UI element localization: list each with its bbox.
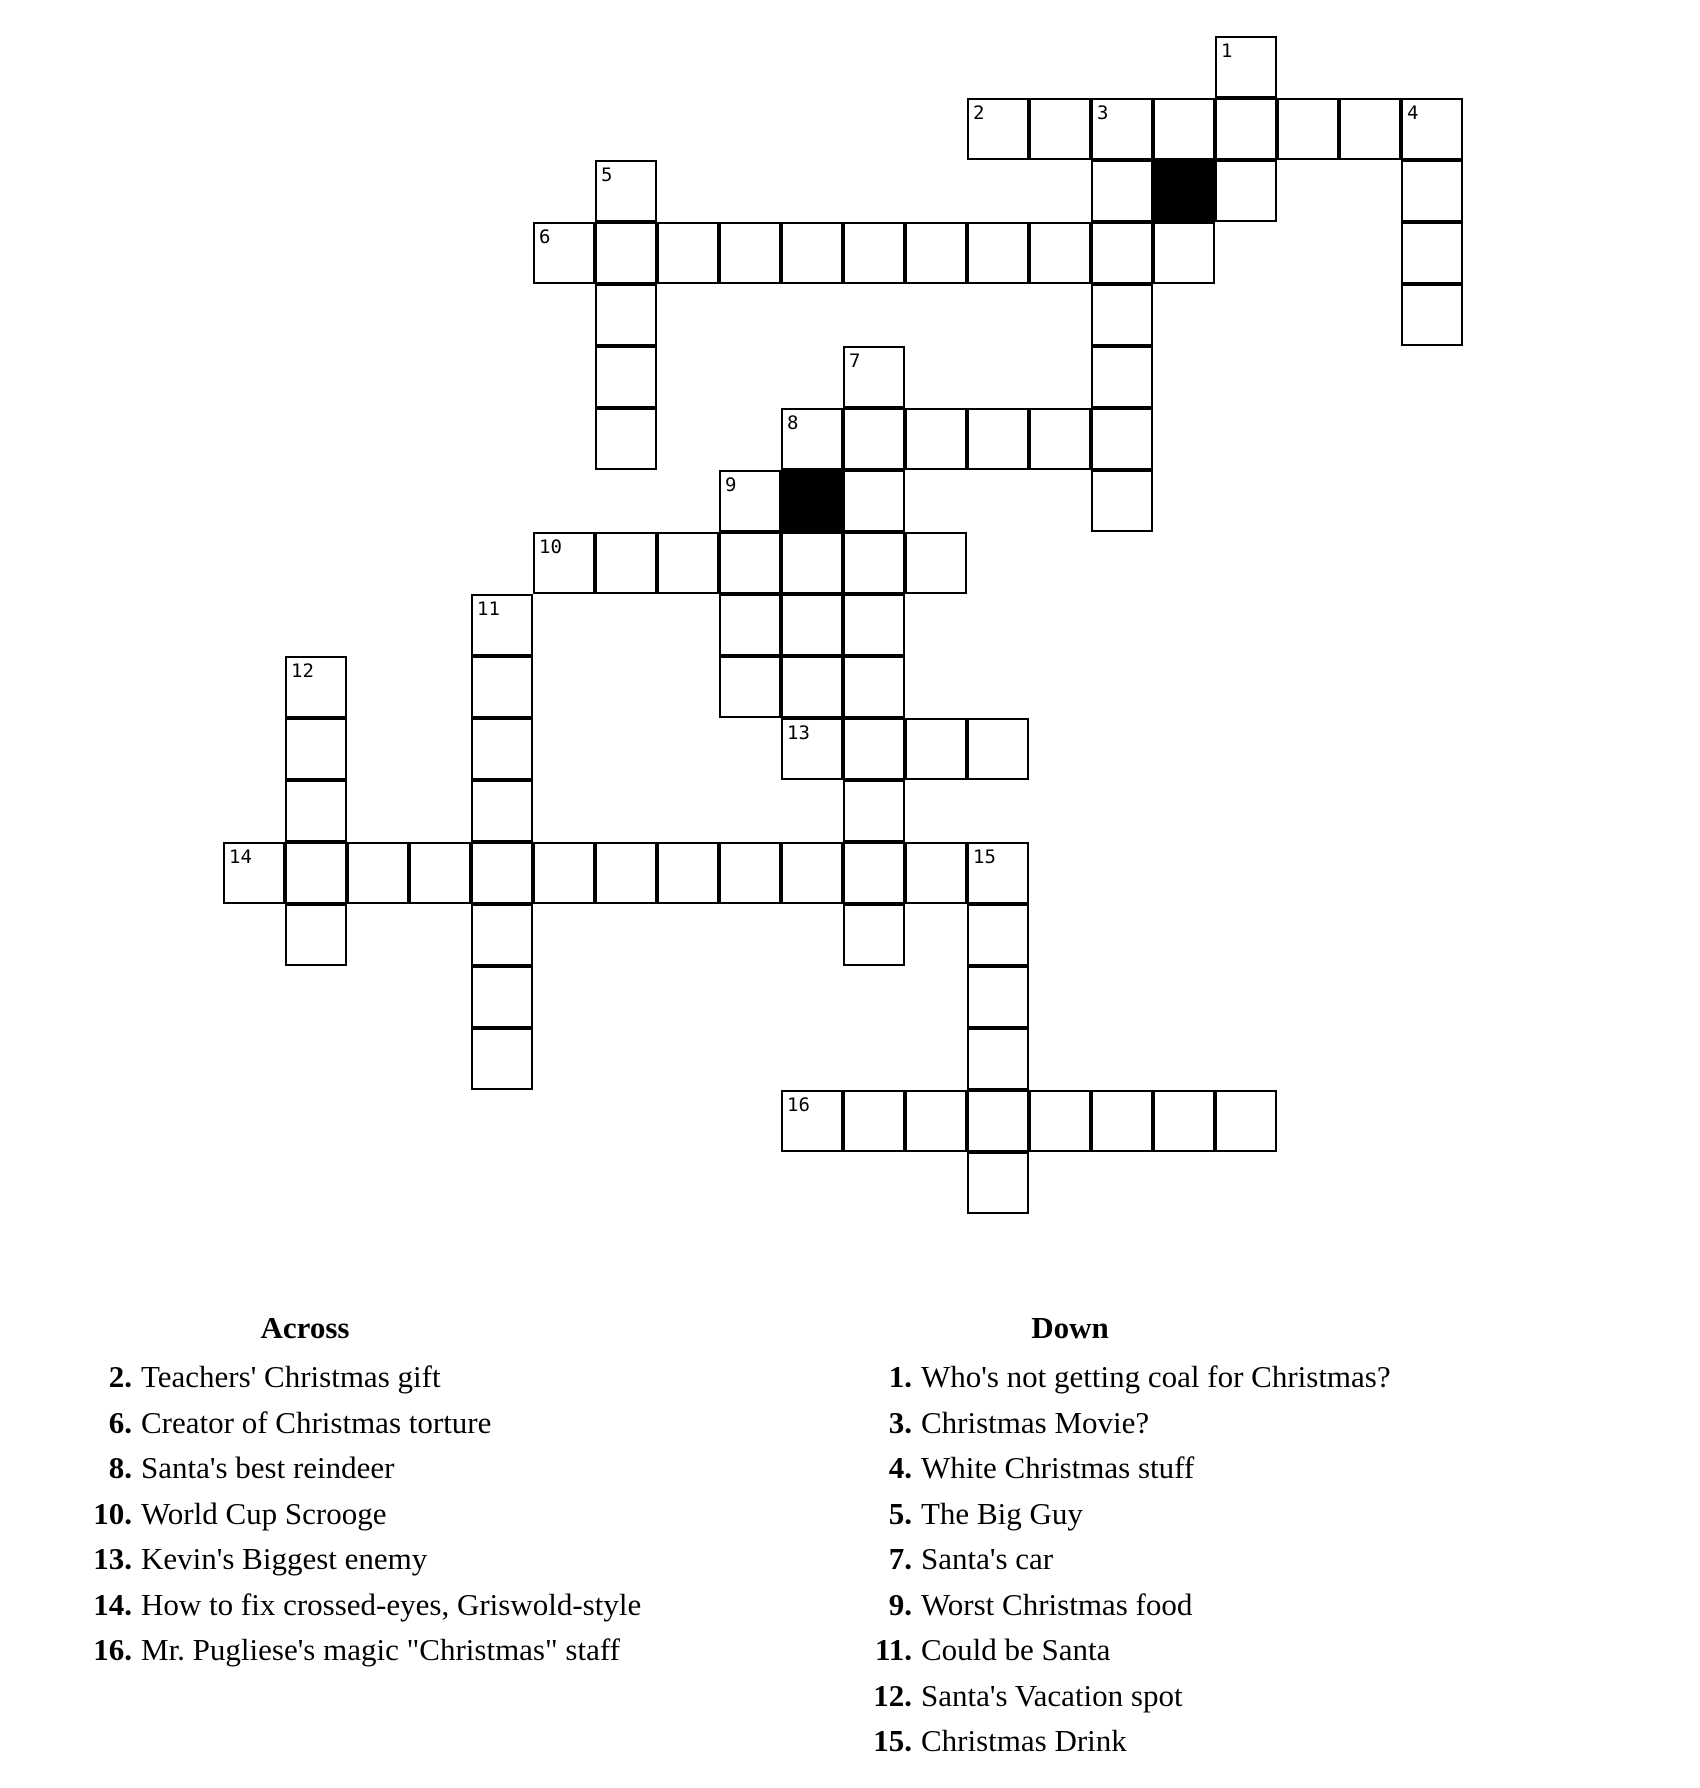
clue-number: 10.	[93, 1495, 132, 1531]
grid-cell[interactable]	[781, 842, 843, 904]
down-clue	[870, 1673, 1630, 1719]
across-clue	[90, 1582, 730, 1628]
grid-cell[interactable]	[1153, 98, 1215, 160]
clue-text: Santa's best reindeer	[141, 1450, 395, 1485]
grid-cell[interactable]	[781, 718, 843, 780]
grid-cell[interactable]	[657, 222, 719, 284]
grid-cell[interactable]	[533, 842, 595, 904]
grid-cell[interactable]	[595, 284, 657, 346]
grid-cell[interactable]	[843, 222, 905, 284]
grid-cell[interactable]	[409, 842, 471, 904]
grid-cell[interactable]	[967, 1152, 1029, 1214]
grid-cell[interactable]	[1401, 98, 1463, 160]
down-clue	[870, 1354, 1630, 1400]
grid-cell[interactable]	[719, 222, 781, 284]
grid-cell[interactable]	[719, 532, 781, 594]
grid-cell[interactable]	[533, 532, 595, 594]
grid-cell[interactable]	[657, 842, 719, 904]
grid-cell[interactable]	[1091, 1090, 1153, 1152]
grid-cell[interactable]	[471, 656, 533, 718]
clue-number: 16.	[93, 1632, 132, 1667]
clue-text: Christmas Drink	[921, 1723, 1127, 1758]
grid-cell[interactable]	[967, 1090, 1029, 1152]
grid-cell[interactable]	[843, 904, 905, 966]
grid-cell[interactable]	[905, 532, 967, 594]
clue-number: 11.	[874, 1632, 912, 1667]
grid-cell[interactable]	[471, 780, 533, 842]
clue-number: 3	[1097, 102, 1109, 124]
grid-cell[interactable]	[1091, 284, 1153, 346]
grid-cell[interactable]	[781, 222, 843, 284]
clue-text: Worst Christmas food	[921, 1586, 1193, 1622]
across-clue-list	[90, 1354, 730, 1673]
clue-number: 15.	[873, 1723, 912, 1758]
clue-number: 6	[539, 226, 551, 248]
down-clue	[870, 1491, 1630, 1537]
clue-text: Santa's car	[921, 1541, 1054, 1576]
grid-cell[interactable]	[285, 656, 347, 718]
grid-cell[interactable]	[967, 718, 1029, 780]
grid-cell[interactable]	[1029, 222, 1091, 284]
grid-cell[interactable]	[843, 532, 905, 594]
clue-number: 2	[973, 102, 985, 124]
grid-cell[interactable]	[285, 904, 347, 966]
clue-number: 1	[1221, 40, 1233, 62]
grid-cell[interactable]	[1339, 98, 1401, 160]
grid-cell[interactable]	[595, 160, 657, 222]
grid-cell[interactable]	[347, 842, 409, 904]
clue-number: 16	[787, 1094, 810, 1116]
clue-number: 1.	[888, 1359, 912, 1394]
clue-number: 5.	[888, 1495, 912, 1531]
down-clue	[870, 1445, 1630, 1491]
down-clue	[870, 1536, 1630, 1582]
clue-text: Mr. Pugliese's magic "Christmas" staff	[141, 1632, 620, 1667]
grid-cell[interactable]	[719, 594, 781, 656]
across-clue	[90, 1536, 730, 1582]
clue-text: Santa's Vacation spot	[921, 1677, 1183, 1713]
across-clue	[90, 1491, 730, 1537]
grid-cell[interactable]	[595, 532, 657, 594]
grid-cell[interactable]	[843, 408, 905, 470]
grid-cell[interactable]	[719, 842, 781, 904]
grid-cell[interactable]	[843, 780, 905, 842]
grid-cell[interactable]	[781, 1090, 843, 1152]
clue-number: 9	[725, 474, 737, 496]
across-clues	[90, 1310, 730, 1673]
grid-cell[interactable]	[843, 842, 905, 904]
across-clue	[90, 1627, 730, 1673]
grid-cell[interactable]	[1401, 284, 1463, 346]
grid-cell[interactable]	[1277, 98, 1339, 160]
grid-cell[interactable]	[471, 904, 533, 966]
grid-cell[interactable]	[1091, 222, 1153, 284]
clue-number: 10	[539, 536, 562, 558]
clue-text: How to fix crossed-eyes, Griswold-style	[141, 1586, 642, 1622]
black-square	[781, 470, 843, 532]
grid-cell[interactable]	[905, 222, 967, 284]
grid-cell[interactable]	[967, 408, 1029, 470]
grid-cell[interactable]	[471, 1028, 533, 1090]
grid-cell[interactable]	[471, 842, 533, 904]
clue-number: 7.	[888, 1541, 912, 1576]
grid-cell[interactable]	[595, 408, 657, 470]
black-square	[1153, 160, 1215, 222]
grid-cell[interactable]	[967, 98, 1029, 160]
grid-cell[interactable]	[1401, 160, 1463, 222]
grid-cell[interactable]	[843, 594, 905, 656]
grid-cell[interactable]	[781, 532, 843, 594]
grid-cell[interactable]	[967, 842, 1029, 904]
clue-number: 3.	[888, 1404, 912, 1440]
grid-cell[interactable]	[843, 346, 905, 408]
grid-cell[interactable]	[285, 718, 347, 780]
grid-cell[interactable]	[719, 656, 781, 718]
grid-cell[interactable]	[533, 222, 595, 284]
grid-cell[interactable]	[471, 594, 533, 656]
grid-cell[interactable]	[1029, 408, 1091, 470]
clue-number: 12.	[873, 1677, 912, 1713]
clue-text: The Big Guy	[921, 1495, 1083, 1531]
grid-cell[interactable]	[1091, 408, 1153, 470]
clue-number: 6.	[108, 1404, 132, 1440]
grid-cell[interactable]	[967, 966, 1029, 1028]
clue-number: 2.	[108, 1359, 132, 1394]
clue-number: 7	[849, 350, 861, 372]
clue-text: Christmas Movie?	[921, 1404, 1150, 1440]
clue-text: White Christmas stuff	[921, 1450, 1195, 1485]
grid-cell[interactable]	[1029, 1090, 1091, 1152]
clue-number: 15	[973, 846, 996, 868]
clue-number: 13.	[93, 1541, 132, 1576]
clue-text: Creator of Christmas torture	[141, 1404, 492, 1440]
grid-cell[interactable]	[1215, 36, 1277, 98]
grid-cell[interactable]	[781, 408, 843, 470]
down-clue	[870, 1718, 1630, 1764]
grid-cell[interactable]	[781, 656, 843, 718]
clue-text: Could be Santa	[921, 1632, 1111, 1667]
clue-number: 11	[477, 598, 500, 620]
grid-cell[interactable]	[1091, 98, 1153, 160]
grid-cell[interactable]	[1401, 222, 1463, 284]
grid-cell[interactable]	[843, 718, 905, 780]
grid-cell[interactable]	[595, 346, 657, 408]
clue-number: 13	[787, 722, 810, 744]
clue-number: 14.	[93, 1586, 132, 1622]
clue-number: 9.	[888, 1586, 912, 1622]
grid-cell[interactable]	[595, 222, 657, 284]
grid-cell[interactable]	[1215, 160, 1277, 222]
across-clue	[90, 1354, 730, 1400]
down-heading: Down	[1031, 1310, 1109, 1345]
clue-text: Kevin's Biggest enemy	[141, 1541, 428, 1576]
grid-cell[interactable]	[1153, 1090, 1215, 1152]
grid-cell[interactable]	[1091, 470, 1153, 532]
across-clue	[90, 1400, 730, 1446]
grid-cell[interactable]	[657, 532, 719, 594]
grid-cell[interactable]	[471, 966, 533, 1028]
clue-number: 14	[229, 846, 252, 868]
grid-cell[interactable]	[1215, 98, 1277, 160]
grid-cell[interactable]	[1091, 346, 1153, 408]
grid-cell[interactable]	[1091, 160, 1153, 222]
grid-cell[interactable]	[285, 780, 347, 842]
grid-cell[interactable]	[905, 718, 967, 780]
down-clue	[870, 1582, 1630, 1628]
grid-cell[interactable]	[967, 1028, 1029, 1090]
clue-text: Teachers' Christmas gift	[141, 1359, 441, 1394]
across-heading: Across	[260, 1310, 350, 1345]
clue-number: 5	[601, 164, 613, 186]
clue-number: 8	[787, 412, 799, 434]
grid-cell[interactable]	[905, 1090, 967, 1152]
grid-cell[interactable]	[285, 842, 347, 904]
grid-cell[interactable]	[1215, 1090, 1277, 1152]
grid-cell[interactable]	[905, 408, 967, 470]
grid-cell[interactable]	[905, 842, 967, 904]
grid-cell[interactable]	[1153, 222, 1215, 284]
clue-number: 12	[291, 660, 314, 682]
down-clues	[870, 1310, 1630, 1764]
across-clue	[90, 1445, 730, 1491]
grid-cell[interactable]	[781, 594, 843, 656]
clue-number: 4	[1407, 102, 1419, 124]
down-clue	[870, 1627, 1630, 1673]
clue-number: 4.	[888, 1450, 912, 1485]
grid-cell[interactable]	[719, 470, 781, 532]
grid-cell[interactable]	[223, 842, 285, 904]
grid-cell[interactable]	[1029, 98, 1091, 160]
grid-cell[interactable]	[967, 904, 1029, 966]
grid-cell[interactable]	[471, 718, 533, 780]
grid-cell[interactable]	[967, 222, 1029, 284]
clue-text: World Cup Scrooge	[141, 1495, 387, 1531]
down-clue-list	[870, 1354, 1630, 1764]
grid-cell[interactable]	[843, 656, 905, 718]
down-clue	[870, 1400, 1630, 1446]
clue-number: 8.	[108, 1450, 132, 1485]
grid-cell[interactable]	[843, 470, 905, 532]
grid-cell[interactable]	[595, 842, 657, 904]
grid-cell[interactable]	[843, 1090, 905, 1152]
clue-text: Who's not getting coal for Christmas?	[921, 1359, 1391, 1394]
